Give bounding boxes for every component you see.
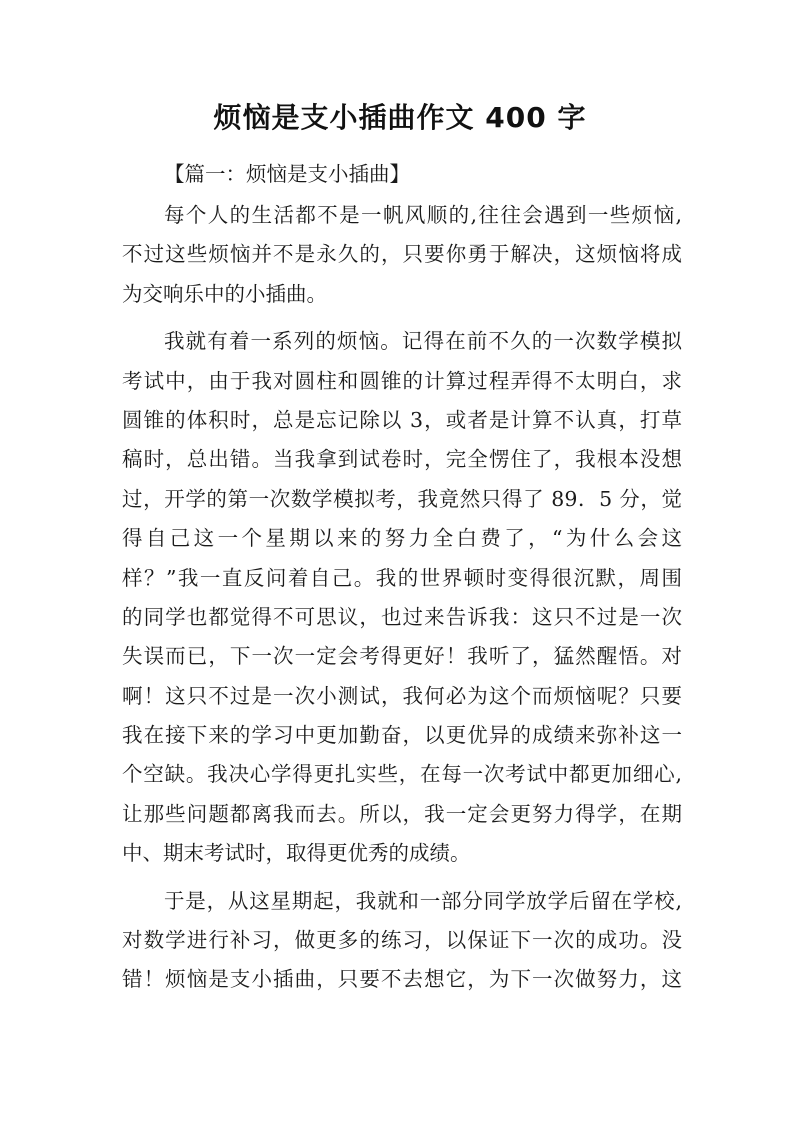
text-line: 让那些问题都离我而去。所以，我一定会更努力得学，在期 xyxy=(122,801,682,826)
text-line: 样？”我一直反问着自己。我的世界顿时变得很沉默，周围 xyxy=(122,565,682,590)
text-line: 稿时，总出错。当我拿到试卷时，完全愣住了，我根本没想 xyxy=(122,447,682,472)
document-body xyxy=(122,196,682,1000)
text-line: 圆锥的体积时，总是忘记除以 3，或者是计算不认真，打草 xyxy=(122,407,682,432)
paragraph-gap xyxy=(122,874,682,882)
text-line: 个空缺。我决心学得更扎实些，在每一次考试中都更加细心, xyxy=(122,762,682,787)
text-line: 我就有着一系列的烦恼。记得在前不久的一次数学模拟 xyxy=(164,329,682,354)
text-line: 过，开学的第一次数学模拟考，我竟然只得了 89．5 分，觉 xyxy=(122,486,682,511)
paragraph-1 xyxy=(122,196,682,314)
paragraph-2 xyxy=(122,322,682,873)
text-line: 为交响乐中的小插曲。 xyxy=(122,281,327,306)
text-line: 啊！这只不过是一次小测试，我何必为这个而烦恼呢？只要 xyxy=(122,683,682,708)
text-line: 失误而已，下一次一定会考得更好！我听了，猛然醒悟。对 xyxy=(122,644,682,669)
text-line: 的同学也都觉得不可思议，也过来告诉我：这只不过是一次 xyxy=(122,604,682,629)
section-heading: 【篇一：烦恼是支小插曲】 xyxy=(164,162,410,186)
text-line: 得自己这一个星期以来的努力全白费了，“为什么会这 xyxy=(122,526,682,551)
document-title: 烦恼是支小插曲作文 400 字 xyxy=(213,101,587,134)
text-line: 考试中，由于我对圆柱和圆锥的计算过程弄得不太明白，求 xyxy=(122,368,682,393)
text-line: 错！烦恼是支小插曲，只要不去想它，为下一次做努力，这 xyxy=(122,967,682,992)
text-line: 每个人的生活都不是一帆风顺的,往往会遇到一些烦恼, xyxy=(164,203,682,227)
text-line: 于是，从这星期起，我就和一部分同学放学后留在学校, xyxy=(164,888,682,913)
text-line: 中、期末考试时，取得更优秀的成绩。 xyxy=(122,841,471,866)
text-line: 不过这些烦恼并不是永久的，只要你勇于解决，这烦恼将成 xyxy=(122,242,682,267)
text-line: 我在接下来的学习中更加勤奋，以更优异的成绩来弥补这一 xyxy=(122,723,682,748)
paragraph-3 xyxy=(122,882,682,1000)
text-line: 对数学进行补习，做更多的练习，以保证下一次的成功。没 xyxy=(122,928,682,953)
paragraph-gap xyxy=(122,314,682,322)
